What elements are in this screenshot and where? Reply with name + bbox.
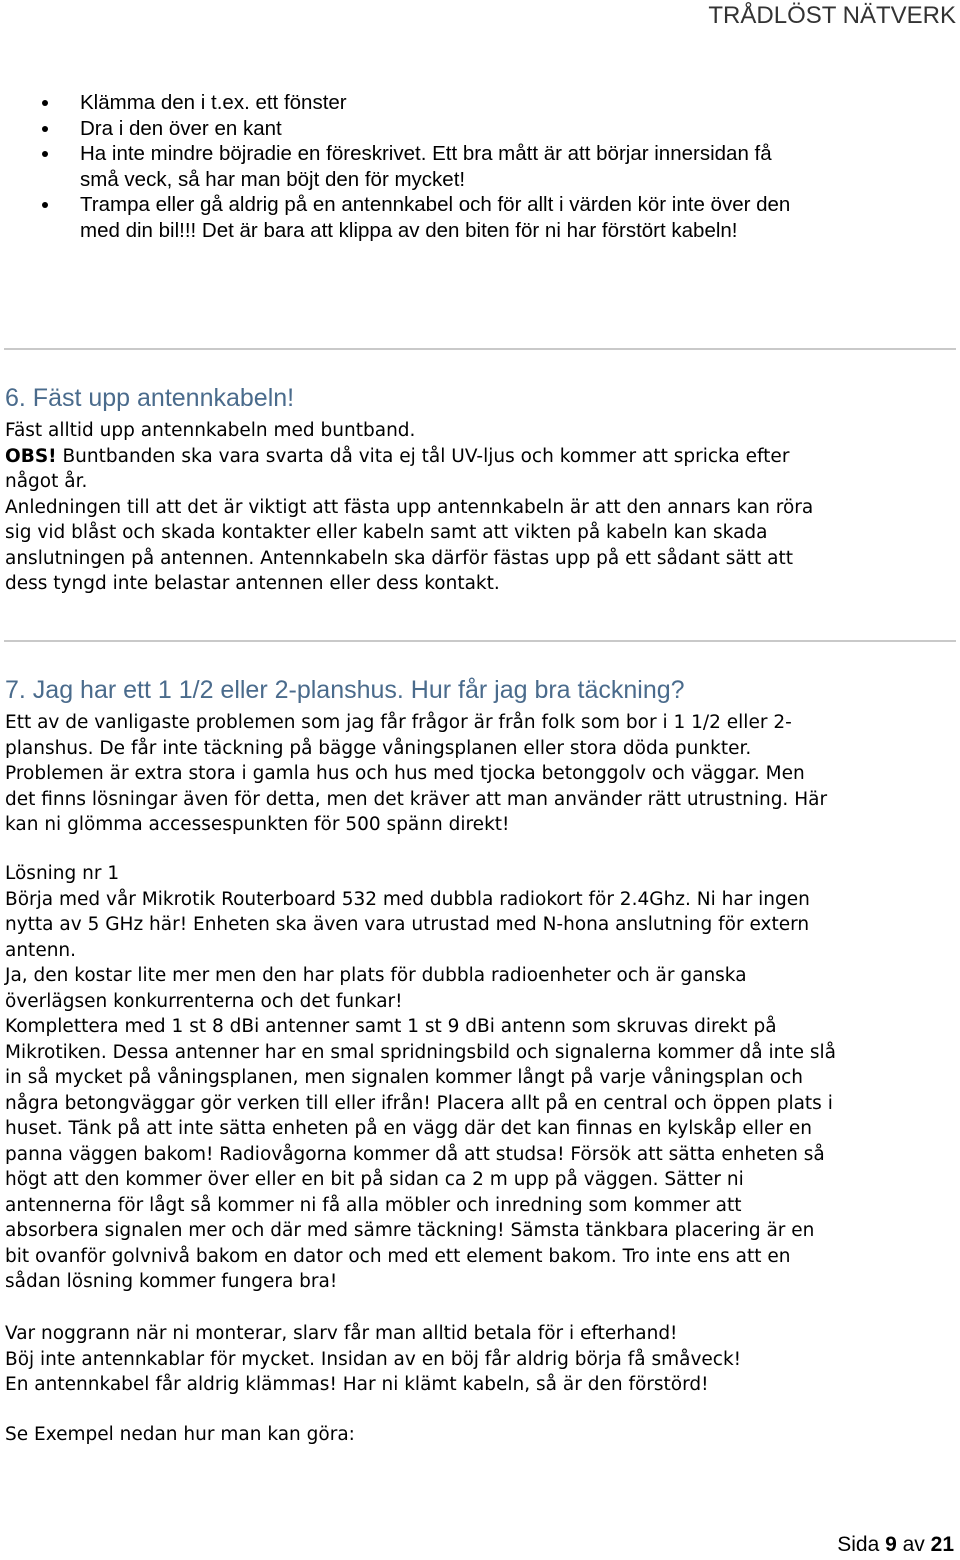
paragraph-line: Ja, den kostar lite mer men den har plats för dubbla radioenheter och är ganska <box>5 965 747 986</box>
paragraph-line: in så mycket på våningsplanen, men signalen kommer långt på varje våningsplan och <box>5 1067 803 1088</box>
paragraph-line: nytta av 5 GHz här! Enheten ska även vara utrustad med N-hona anslutning för extern <box>5 914 810 935</box>
paragraph-line: överlägsen konkurrenterna och det funkar! <box>5 990 403 1012</box>
paragraph-line: Anledningen till att det är viktigt att fästa upp antennkabeln är att den annars kan röra <box>5 496 814 518</box>
paragraph-line: antennerna för lågt så kommer ni få alla möbler och inredning som kommer att <box>5 1194 742 1216</box>
paragraph-line: dess tyngd inte belastar antennen eller dess kontakt. <box>5 573 500 594</box>
page-number <box>837 1533 954 1557</box>
list-item <box>0 90 940 116</box>
paragraph-line: Problemen är extra stora i gamla hus och hus med tjocka betonggolv och väggar. Men <box>5 763 805 784</box>
paragraph-line: Var noggrann när ni monterar, slarv får man alltid betala för i efterhand! <box>5 1323 678 1344</box>
paragraph-line: planshus. De får inte täckning på bägge våningsplanen eller stora döda punkter. <box>5 737 752 759</box>
paragraph-line: högt att den kommer över eller en bit på sidan ca 2 m upp på väggen. Sätter ni <box>5 1169 744 1190</box>
paragraph-line: något år. <box>5 471 88 492</box>
list-item <box>0 141 940 192</box>
paragraph-line: sådan lösning kommer fungera bra! <box>5 1271 338 1292</box>
page-separator: av <box>896 1533 931 1556</box>
paragraph-line: anslutningen på antennen. Antennkabeln ska därför fästas upp på ett sådant sätt att <box>5 547 793 569</box>
list-item-text: små veck, så har man böjt den för mycket! <box>80 167 466 191</box>
section-divider <box>4 348 956 350</box>
paragraph-line: Buntbanden ska vara svarta då vita ej tål UV-ljus och kommer att spricka efter <box>56 445 790 467</box>
paragraph-line: huset. Tänk på att inte sätta enheten på en vägg där det kan finnas en kylskåp eller en <box>5 1118 812 1139</box>
tips-block <box>5 1321 955 1398</box>
section-6-body <box>5 418 955 597</box>
section-6-heading: 6. Fäst upp antennkabeln! <box>5 384 295 412</box>
paragraph-line: absorbera signalen mer och där med sämre täckning! Sämsta tänkbara placering är en <box>5 1220 815 1241</box>
paragraph-line: Böj inte antennkablar för mycket. Insidan av en böj får aldrig börja få småveck! <box>5 1348 742 1370</box>
paragraph-line: panna väggen bakom! Radiovågorna kommer då att studsa! Försök att sätta enheten så <box>5 1143 825 1165</box>
paragraph-line: Komplettera med 1 st 8 dBi antenner samt 1 st 9 dBi antenn som skruvas direkt på <box>5 1016 777 1037</box>
paragraph-line: några betongväggar gör verken till eller ifrån! Placera allt på en central och öppen plats i <box>5 1092 833 1114</box>
total-pages: 21 <box>930 1533 954 1556</box>
solution-1-block <box>5 861 955 1295</box>
paragraph-line: En antennkabel får aldrig klämmas! Har ni klämt kabeln, så är den förstörd! <box>5 1374 709 1395</box>
paragraph-line: det finns lösningar även för detta, men det kräver att man använder rätt utrustning. Här <box>5 788 828 810</box>
list-item-text: Trampa eller gå aldrig på en antennkabel och för allt i värden kör inte över den <box>80 193 791 216</box>
current-page: 9 <box>885 1533 897 1556</box>
section-7-intro <box>5 710 955 838</box>
page-prefix: Sida <box>837 1533 886 1556</box>
list-item <box>0 116 940 142</box>
paragraph-line: Fäst alltid upp antennkabeln med buntband. <box>5 420 416 441</box>
paragraph-line: Börja med vår Mikrotik Routerboard 532 med dubbla radiokort för 2.4Ghz. Ni har ingen <box>5 888 810 910</box>
paragraph-line: kan ni glömma accessespunkten för 500 spänn direkt! <box>5 814 510 835</box>
list-item-text: Ha inte mindre böjradie en föreskrivet. Ett bra mått är att börjar innersidan få <box>80 142 772 165</box>
paragraph-line: sig vid blåst och skada kontakter eller kabeln samt att vikten på kabeln kan skada <box>5 522 768 543</box>
document-header: TRÅDLÖST NÄTVERK <box>708 2 956 29</box>
list-item-text: med din bil!!! Det är bara att klippa av den biten för ni har förstört kabeln! <box>80 218 738 242</box>
solution-title: Lösning nr 1 <box>5 863 120 884</box>
paragraph-line: Mikrotiken. Dessa antenner har en smal spridningsbild och signalerna kommer då inte slå <box>5 1041 836 1063</box>
section-divider <box>4 640 956 642</box>
list-item-text: Klämma den i t.ex. ett fönster <box>80 91 347 114</box>
bullet-list <box>0 90 940 243</box>
list-item <box>0 192 940 243</box>
paragraph-line: antenn. <box>5 939 77 961</box>
paragraph-line: bit ovanför golvnivå bakom en dator och med ett element bakom. Tro inte ens att en <box>5 1245 791 1267</box>
section-7-heading: 7. Jag har ett 1 1/2 eller 2-planshus. Hur får jag bra täckning? <box>5 676 685 704</box>
list-item-text: Dra i den över en kant <box>80 116 282 140</box>
example-note: Se Exempel nedan hur man kan göra: <box>5 1424 355 1445</box>
paragraph-line: Ett av de vanligaste problemen som jag får frågor är från folk som bor i 1 1/2 eller 2- <box>5 712 792 733</box>
obs-label: OBS! <box>5 445 57 467</box>
